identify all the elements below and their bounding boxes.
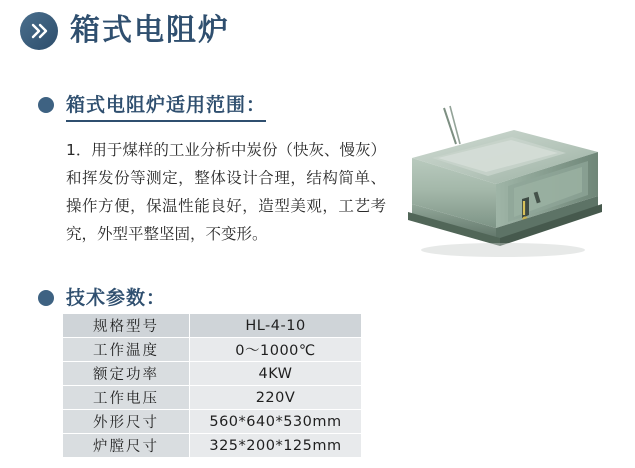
params-section-heading xyxy=(38,283,166,313)
table-row xyxy=(63,434,362,458)
spec-value: HL-4-10 xyxy=(190,314,362,338)
spec-value: 325*200*125mm xyxy=(190,434,362,458)
spec-value: 220V xyxy=(190,386,362,410)
spec-value: 560*640*530mm xyxy=(190,410,362,434)
double-chevron-right-icon xyxy=(20,12,58,50)
spec-label: 工作温度 xyxy=(63,338,190,362)
params-heading-label: 技术参数： xyxy=(66,283,166,313)
table-row xyxy=(63,362,362,386)
page-title-row xyxy=(20,12,230,50)
table-row xyxy=(63,314,362,338)
spec-label: 炉膛尺寸 xyxy=(63,434,190,458)
box-type-resistance-furnace-photo xyxy=(398,100,613,260)
bullet-dot-icon xyxy=(38,290,54,306)
spec-label: 工作电压 xyxy=(63,386,190,410)
page-title: 箱式电阻炉 xyxy=(70,13,230,48)
scope-body-text: 1．用于煤样的工业分析中炭份（快灰、慢灰）和挥发份等测定，整体设计合理，结构简单、操作方便，保温性能良好，造型美观，工艺考究，外型平整坚固，不变形。 xyxy=(66,140,386,243)
spec-value: 0〜1000℃ xyxy=(190,338,362,362)
scope-section-heading xyxy=(38,90,266,120)
scope-heading-label: 箱式电阻炉适用范围： xyxy=(66,90,266,120)
table-row xyxy=(63,338,362,362)
table-row xyxy=(63,410,362,434)
bullet-dot-icon xyxy=(38,97,54,113)
spec-label: 外形尺寸 xyxy=(63,410,190,434)
table-row xyxy=(63,386,362,410)
spec-value: 4KW xyxy=(190,362,362,386)
spec-table xyxy=(62,313,362,458)
spec-label: 额定功率 xyxy=(63,362,190,386)
spec-label: 规格型号 xyxy=(63,314,190,338)
